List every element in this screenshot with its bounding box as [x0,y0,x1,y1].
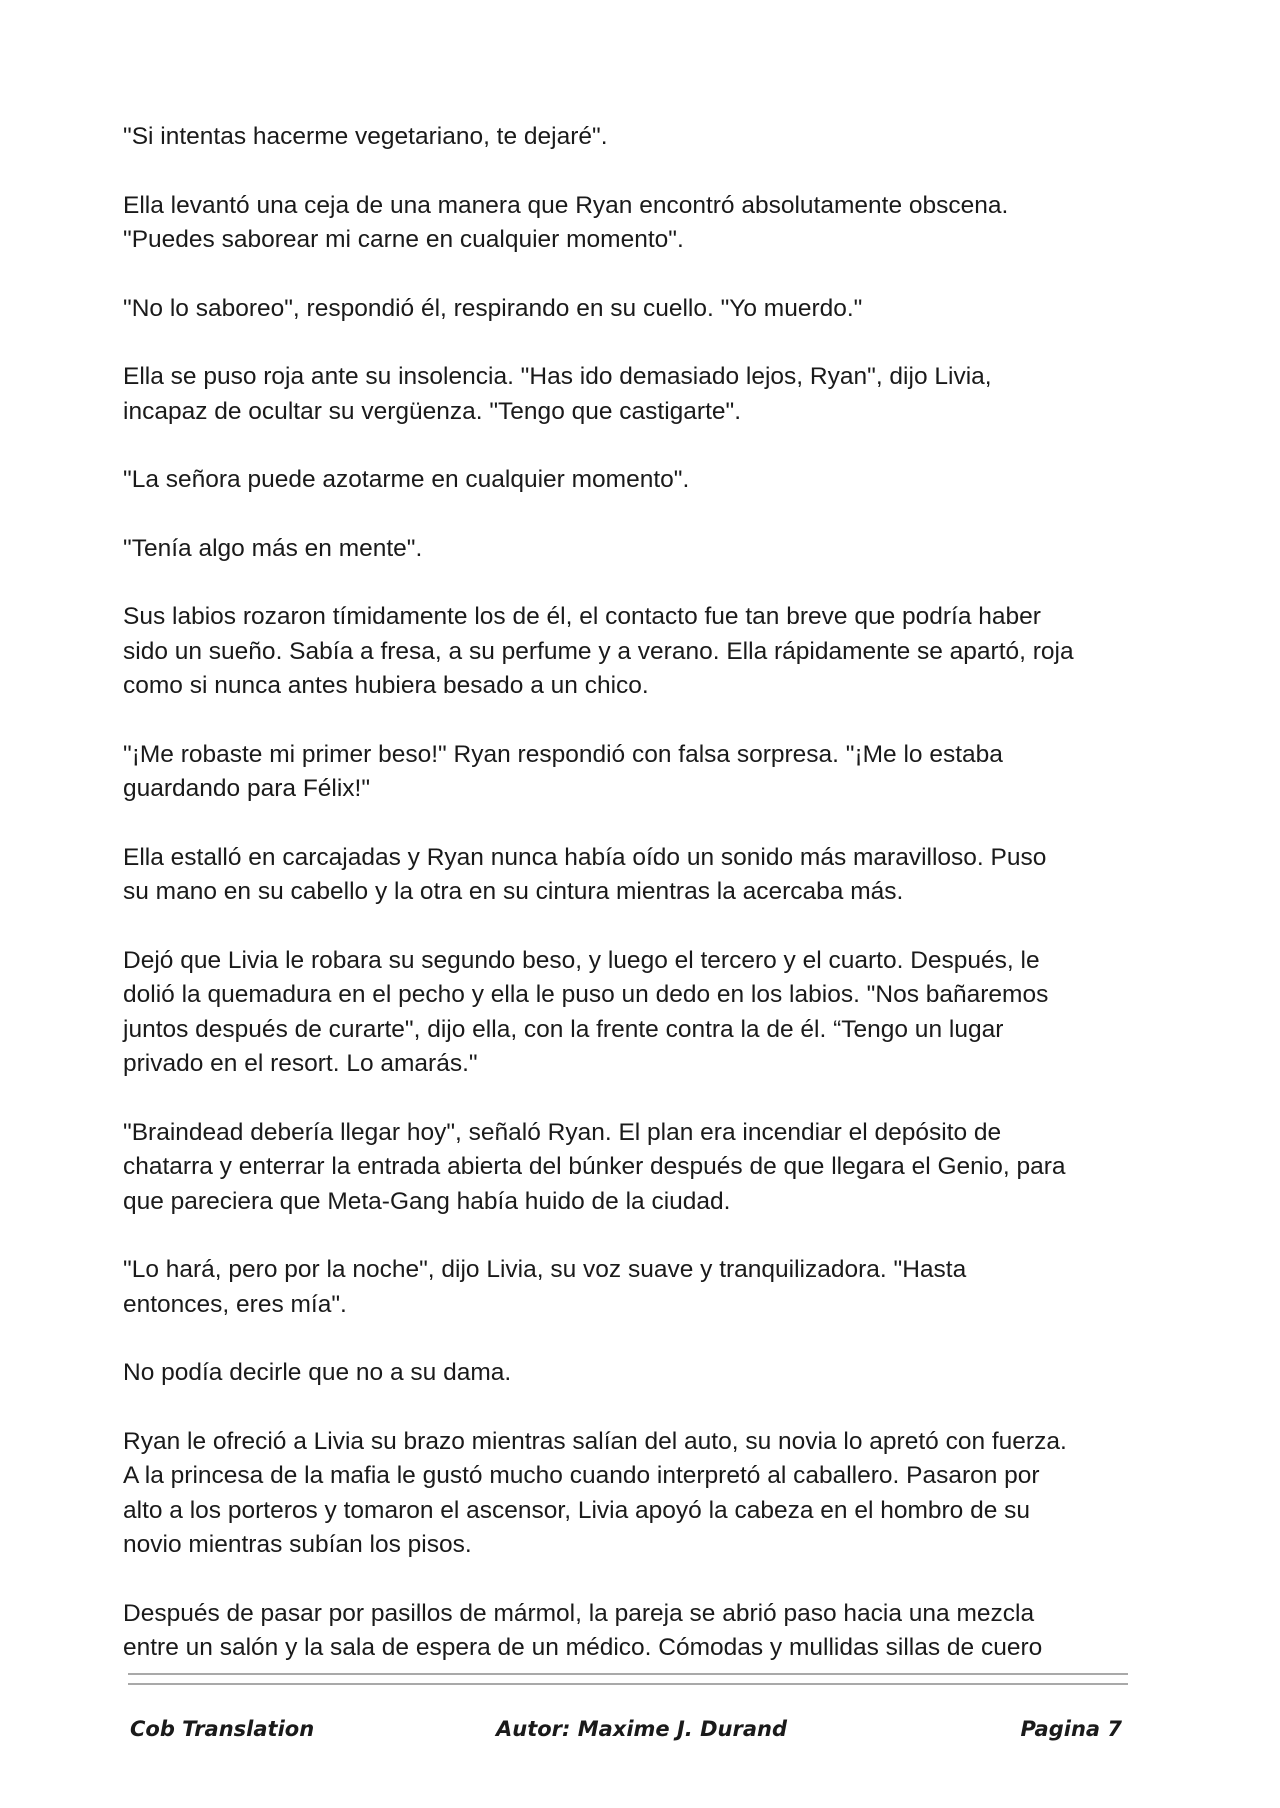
paragraph [123,120,1158,155]
paragraph-line: Ella estalló en carcajadas y Ryan nunca había oído un sonido más maravilloso. Puso [123,843,1047,871]
paragraph [123,463,1158,498]
footer-page-number: Pagina 7 [1020,1717,1122,1741]
paragraph-line: "La señora puede azotarme en cualquier momento". [123,466,690,493]
paragraph [123,944,1158,1082]
paragraph [123,1425,1158,1563]
paragraph-line: Dejó que Livia le robara su segundo beso, y luego el tercero y el cuarto. Después, le [123,946,1040,974]
paragraph [123,292,1158,327]
paragraph [123,189,1158,258]
footer-translator: Cob Translation [130,1717,315,1741]
paragraph-line: "Si intentas hacerme vegetariano, te dejaré". [123,123,608,150]
paragraph-line: dolió la quemadura en el pecho y ella le puso un dedo en los labios. "Nos bañaremos [123,981,1049,1008]
paragraph-line: novio mientras subían los pisos. [123,1531,472,1558]
paragraph-line: A la princesa de la mafia le gustó mucho cuando interpretó al caballero. Pasaron por [123,1462,1040,1489]
paragraph-line: que pareciera que Meta-Gang había huido de la ciudad. [123,1187,731,1215]
paragraph-line: privado en el resort. Lo amarás." [123,1050,478,1077]
paragraph-line: como si nunca antes hubiera besado a un chico. [123,672,649,699]
document-body [123,120,1158,1666]
paragraph [123,1356,1158,1391]
paragraph-line: "Braindead debería llegar hoy", señaló Ryan. El plan era incendiar el depósito de [123,1118,1002,1146]
paragraph-line: Después de pasar por pasillos de mármol, la pareja se abrió paso hacia una mezcla [123,1599,1035,1627]
paragraph-line: juntos después de curarte", dijo ella, con la frente contra la de él. “Tengo un lugar [123,1015,1004,1043]
paragraph-line: "Tenía algo más en mente". [123,534,423,562]
paragraph-line: sido un sueño. Sabía a fresa, a su perfume y a verano. Ella rápidamente se apartó, roja [123,637,1074,665]
paragraph-line: Ella levantó una ceja de una manera que Ryan encontró absolutamente obscena. [123,191,1009,219]
footer-rule-top [128,1673,1128,1675]
paragraph [123,360,1158,429]
paragraph [123,600,1158,704]
paragraph-line: entre un salón y la sala de espera de un médico. Cómodas y mullidas sillas de cuero [123,1634,1043,1661]
paragraph [123,1253,1158,1322]
paragraph-line: Ryan le ofreció a Livia su brazo mientras salían del auto, su novia lo apretó con fuerza. [123,1427,1067,1455]
page-footer [128,1717,1128,1749]
footer-author: Autor: Maxime J. Durand [496,1717,787,1741]
paragraph [123,532,1158,567]
paragraph-line: "Puedes saborear mi carne en cualquier momento". [123,226,684,253]
paragraph-line: Sus labios rozaron tímidamente los de él, el contacto fue tan breve que podría haber [123,603,1041,630]
paragraph [123,1597,1158,1666]
paragraph-line: "Lo hará, pero por la noche", dijo Livia, su voz suave y tranquilizadora. "Hasta [123,1256,967,1283]
paragraph-line: "No lo saboreo", respondió él, respirando en su cuello. "Yo muerdo." [123,294,863,322]
paragraph-line: su mano en su cabello y la otra en su cintura mientras la acercaba más. [123,878,904,905]
paragraph-line: "¡Me robaste mi primer beso!" Ryan respondió con falsa sorpresa. "¡Me lo estaba [123,740,1003,768]
paragraph-line: guardando para Félix!" [123,775,371,802]
paragraph [123,738,1158,807]
paragraph-line: incapaz de ocultar su vergüenza. "Tengo que castigarte". [123,397,742,425]
paragraph-line: alto a los porteros y tomaron el ascensor, Livia apoyó la cabeza en el hombro de su [123,1496,1031,1524]
paragraph [123,1116,1158,1220]
paragraph-line: No podía decirle que no a su dama. [123,1359,512,1386]
paragraph [123,841,1158,910]
paragraph-line: Ella se puso roja ante su insolencia. "Has ido demasiado lejos, Ryan", dijo Livia, [123,363,992,390]
paragraph-line: chatarra y enterrar la entrada abierta del búnker después de que llegara el Genio, para [123,1153,1066,1180]
footer-rule-bottom [128,1683,1128,1685]
paragraph-line: entonces, eres mía". [123,1290,347,1318]
